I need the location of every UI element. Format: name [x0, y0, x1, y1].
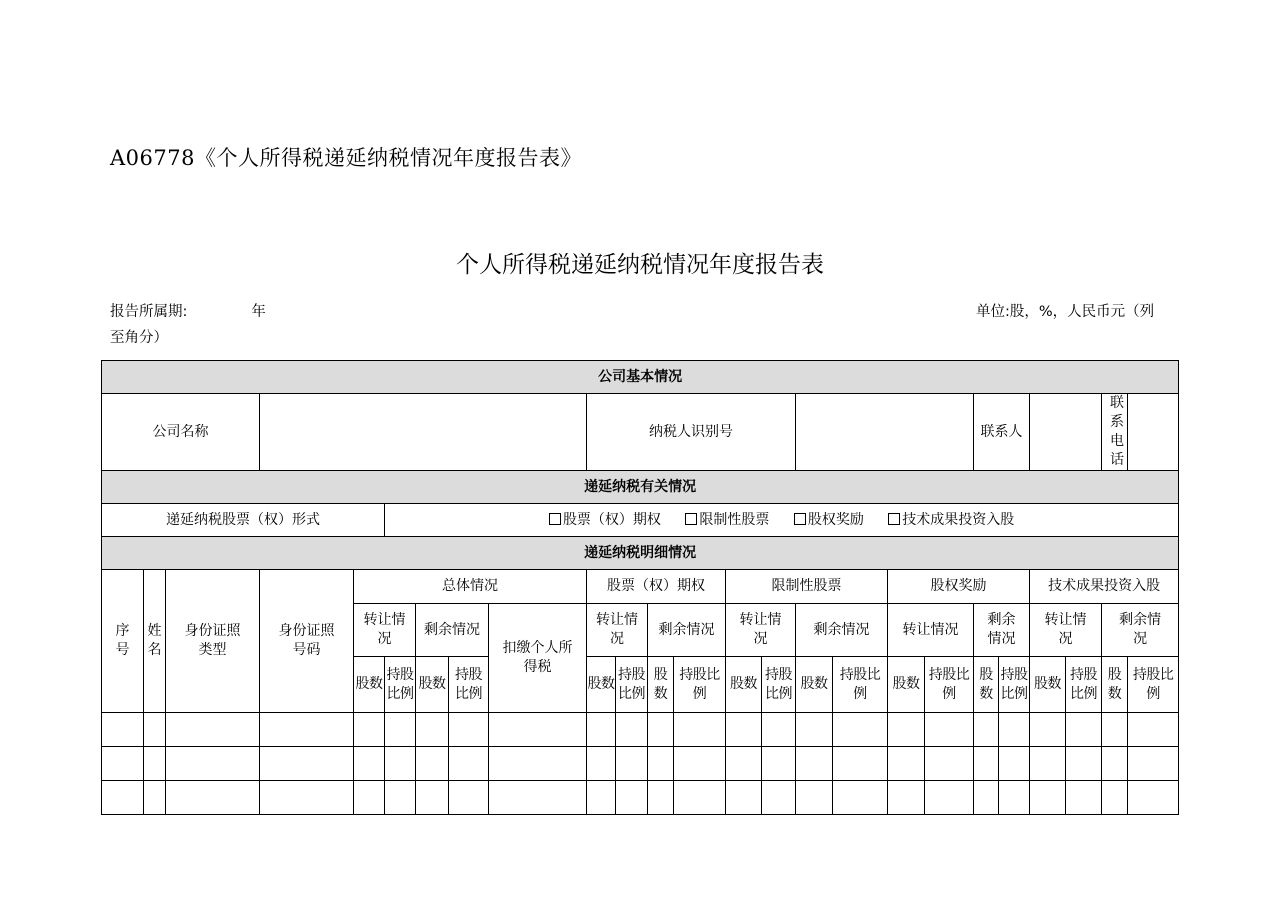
col-header-shares: 股数	[1102, 657, 1128, 713]
table-cell[interactable]	[354, 781, 385, 815]
table-cell[interactable]	[648, 747, 674, 781]
taxpayer-id-field[interactable]	[796, 394, 974, 471]
option-stock-options[interactable]: 股票（权）期权	[549, 512, 661, 528]
table-cell[interactable]	[888, 781, 925, 815]
table-cell[interactable]	[166, 781, 260, 815]
unit-label-continued: 至角分）	[110, 330, 168, 346]
group-header-tech-investment: 技术成果投资入股	[1030, 570, 1179, 604]
table-cell[interactable]	[587, 713, 616, 747]
table-cell[interactable]	[648, 713, 674, 747]
col-header-ratio: 持股比例	[674, 657, 726, 713]
sub-header-remaining: 剩余情况	[974, 604, 1030, 657]
table-cell[interactable]	[726, 781, 762, 815]
table-cell[interactable]	[999, 713, 1030, 747]
phone-field[interactable]	[1128, 394, 1179, 471]
table-cell[interactable]	[616, 747, 648, 781]
year-label: 年	[251, 304, 266, 320]
table-cell[interactable]	[974, 747, 999, 781]
table-cell[interactable]	[796, 713, 833, 747]
option-equity-award[interactable]: 股权奖励	[794, 512, 864, 528]
table-cell[interactable]	[587, 747, 616, 781]
table-cell[interactable]	[833, 781, 888, 815]
sub-header-remaining: 剩余情况	[796, 604, 888, 657]
col-header-shares: 股数	[587, 657, 616, 713]
col-header-ratio: 持股比例	[385, 657, 416, 713]
col-header-shares: 股数	[796, 657, 833, 713]
sub-header-transfer: 转让情况	[354, 604, 416, 657]
table-cell[interactable]	[385, 747, 416, 781]
col-header-ratio: 持股比例	[999, 657, 1030, 713]
table-cell[interactable]	[449, 781, 489, 815]
col-header-seq: 序号	[102, 570, 144, 713]
table-cell[interactable]	[1030, 781, 1066, 815]
table-cell[interactable]	[796, 747, 833, 781]
table-cell[interactable]	[1066, 781, 1102, 815]
col-header-shares: 股数	[416, 657, 449, 713]
col-header-ratio: 持股比例	[1066, 657, 1102, 713]
table-cell[interactable]	[833, 747, 888, 781]
col-header-shares: 股数	[726, 657, 762, 713]
table-cell[interactable]	[144, 713, 166, 747]
table-cell[interactable]	[385, 713, 416, 747]
table-cell[interactable]	[974, 781, 999, 815]
table-cell[interactable]	[648, 781, 674, 815]
col-header-ratio: 持股比例	[1128, 657, 1179, 713]
table-cell[interactable]	[416, 781, 449, 815]
col-header-shares: 股数	[1030, 657, 1066, 713]
table-cell[interactable]	[1066, 747, 1102, 781]
table-cell[interactable]	[1102, 747, 1128, 781]
table-cell[interactable]	[1128, 747, 1179, 781]
col-header-ratio: 持股比例	[925, 657, 974, 713]
table-cell[interactable]	[674, 713, 726, 747]
table-cell[interactable]	[489, 713, 587, 747]
col-header-shares: 股数	[974, 657, 999, 713]
sub-header-transfer: 转让情况	[1030, 604, 1102, 657]
table-cell[interactable]	[354, 747, 385, 781]
col-header-id-type: 身份证照类型	[166, 570, 260, 713]
report-table	[101, 360, 1179, 815]
contact-field[interactable]	[1030, 394, 1102, 471]
period-label: 报告所属期:	[110, 304, 188, 320]
table-cell[interactable]	[974, 713, 999, 747]
sub-header-remaining: 剩余情况	[416, 604, 489, 657]
table-cell[interactable]	[144, 747, 166, 781]
unit-label: 单位:股，%，人民币元（列	[976, 304, 1155, 320]
table-cell[interactable]	[1128, 713, 1179, 747]
table-cell[interactable]	[102, 713, 144, 747]
table-cell[interactable]	[144, 781, 166, 815]
table-cell[interactable]	[354, 713, 385, 747]
sub-header-transfer: 转让情况	[587, 604, 648, 657]
table-cell[interactable]	[385, 781, 416, 815]
group-header-stock-options: 股票（权）期权	[587, 570, 726, 604]
table-cell[interactable]	[762, 781, 796, 815]
sub-header-remaining: 剩余情况	[1102, 604, 1179, 657]
table-cell[interactable]	[102, 781, 144, 815]
table-cell[interactable]	[1102, 781, 1128, 815]
contact-label: 联系人	[974, 394, 1030, 471]
section-deferral-detail: 递延纳税明细情况	[102, 537, 1179, 570]
group-header-overall: 总体情况	[354, 570, 587, 604]
table-cell[interactable]	[925, 747, 974, 781]
col-header-ratio: 持股比例	[762, 657, 796, 713]
table-cell[interactable]	[1030, 713, 1066, 747]
table-cell[interactable]	[102, 747, 144, 781]
phone-label: 联系电话	[1102, 394, 1128, 471]
sub-header-transfer: 转让情况	[888, 604, 974, 657]
table-cell[interactable]	[925, 713, 974, 747]
table-cell[interactable]	[888, 713, 925, 747]
table-row	[102, 747, 1179, 781]
deferral-form-label: 递延纳税股票（权）形式	[102, 504, 385, 537]
col-header-name: 姓名	[144, 570, 166, 713]
table-cell[interactable]	[449, 713, 489, 747]
group-header-restricted-stock: 限制性股票	[726, 570, 888, 604]
taxpayer-id-label: 纳税人识别号	[587, 394, 796, 471]
checkbox-icon[interactable]	[888, 513, 900, 525]
table-cell[interactable]	[416, 713, 449, 747]
report-period	[110, 300, 266, 321]
checkbox-icon[interactable]	[794, 513, 806, 525]
checkbox-icon[interactable]	[685, 513, 697, 525]
table-cell[interactable]	[1030, 747, 1066, 781]
table-row	[102, 713, 1179, 747]
table-cell[interactable]	[674, 781, 726, 815]
option-tech-investment[interactable]: 技术成果投资入股	[888, 512, 1014, 528]
table-cell[interactable]	[888, 747, 925, 781]
section-company-info: 公司基本情况	[102, 361, 1179, 394]
table-cell[interactable]	[1128, 781, 1179, 815]
col-header-shares: 股数	[354, 657, 385, 713]
col-header-shares: 股数	[648, 657, 674, 713]
table-row	[102, 781, 1179, 815]
table-cell[interactable]	[260, 747, 354, 781]
col-header-withhold-tax: 扣缴个人所得税	[489, 604, 587, 713]
table-cell[interactable]	[616, 713, 648, 747]
company-name-field[interactable]	[260, 394, 587, 471]
sub-header-transfer: 转让情况	[726, 604, 796, 657]
section-deferral-info: 递延纳税有关情况	[102, 471, 1179, 504]
col-header-ratio: 持股比例	[449, 657, 489, 713]
col-header-ratio: 持股比例	[833, 657, 888, 713]
company-name-label: 公司名称	[102, 394, 260, 471]
table-cell[interactable]	[999, 781, 1030, 815]
col-header-id-number: 身份证照号码	[260, 570, 354, 713]
table-cell[interactable]	[489, 781, 587, 815]
table-cell[interactable]	[449, 747, 489, 781]
table-cell[interactable]	[260, 781, 354, 815]
table-cell[interactable]	[762, 747, 796, 781]
table-cell[interactable]	[1066, 713, 1102, 747]
sub-header-remaining: 剩余情况	[648, 604, 726, 657]
checkbox-icon[interactable]	[549, 513, 561, 525]
table-cell[interactable]	[260, 713, 354, 747]
table-cell[interactable]	[1102, 713, 1128, 747]
col-header-ratio: 持股比例	[616, 657, 648, 713]
deferral-form-options	[385, 504, 1179, 537]
table-cell[interactable]	[616, 781, 648, 815]
table-cell[interactable]	[587, 781, 616, 815]
report-title: 个人所得税递延纳税情况年度报告表	[456, 252, 824, 278]
table-cell[interactable]	[796, 781, 833, 815]
table-cell[interactable]	[833, 713, 888, 747]
table-cell[interactable]	[416, 747, 449, 781]
document-code-title: A06778《个人所得税递延纳税情况年度报告表》	[110, 146, 582, 170]
table-cell[interactable]	[489, 747, 587, 781]
table-cell[interactable]	[674, 747, 726, 781]
table-cell[interactable]	[726, 713, 762, 747]
table-cell[interactable]	[166, 713, 260, 747]
group-header-equity-award: 股权奖励	[888, 570, 1030, 604]
table-cell[interactable]	[166, 747, 260, 781]
table-cell[interactable]	[762, 713, 796, 747]
table-cell[interactable]	[925, 781, 974, 815]
col-header-shares: 股数	[888, 657, 925, 713]
table-cell[interactable]	[726, 747, 762, 781]
option-restricted-stock[interactable]: 限制性股票	[685, 512, 769, 528]
table-cell[interactable]	[999, 747, 1030, 781]
